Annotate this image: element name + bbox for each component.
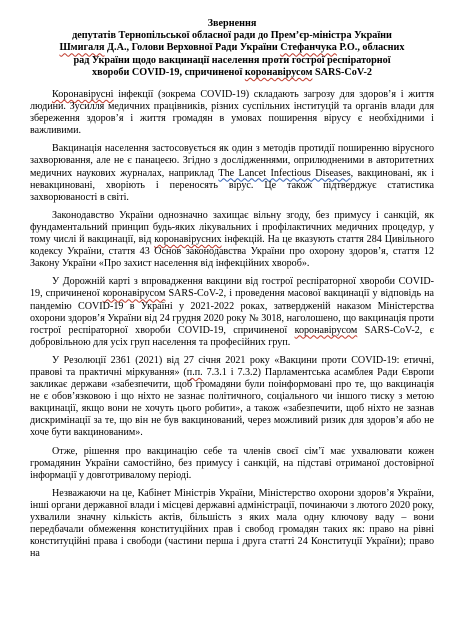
paragraph-3-text-b: інфекцій. На це вказують стаття 284 Цивільного кодексу України, стаття 43 Основ законодавства України про охорону здоров’я, стаття 12 Закону України «Про захист населення від інфекційних хвороб». (30, 234, 435, 270)
word-coronavirus-infections: Коронавірусні (52, 89, 114, 101)
word-coronavirus: коронавірусних (154, 234, 222, 246)
paragraph-2-text-b: , вакциновані, як і невакциновані, хворіють і переносять вірус. Це також підтверджує статистика захворюваності в світі. (30, 167, 434, 203)
document-body (30, 89, 434, 560)
paragraph-4 (30, 276, 434, 349)
paragraph-5-text-a: У Резолюції 2361 (2021) від 27 січня 2021 року «Вакцини проти COVID-19: етичні, правові та практичні міркування» ( (30, 354, 434, 378)
paragraph-2-text-a: Вакцинація населення застосовується як один з методів протидії поширенню вірусного захворювання, але не є панацеєю. Згідно з дослідженнями, оприлюдненими в авторитетних медичних наукових журналах, наприклад (30, 143, 434, 179)
paragraph-1-text: інфекції (зокрема COVID-19) складають загрозу для здоров’я і життя людини. Зусилля медичних працівників, різних суспільних інституцій та органів влади для збереження здоров’я і життя громадян в умовах поширення вірусу є необхідними і важливими. (30, 89, 434, 137)
paragraph-2 (30, 143, 434, 203)
paragraph-3 (30, 210, 434, 270)
paragraph-4-text-c: SARS-CoV-2, є добровільною для усіх груп населення та професійних груп. (30, 324, 434, 348)
document-title: Звернення (207, 18, 257, 29)
paragraph-5-text-b: 7.3.1 і 7.3.2) Парламентська асамблея Ради Європи закликає держави «забезпечити, щоб громадяни були поінформовані про те, що вакцинація не є обов’язковою і що ніхто не зазнає політичного, соціального чи іншого тиску з метою вакцинації, якщо вони не хочуть цього робити», а також «забезпечити, щоб ніхто не зазнав дискримінації за те, що він не був вакцинований, через можливий ризик для здоров’я або не хоче бути вакцинованим». (30, 366, 434, 439)
heading-line-4 (30, 67, 434, 79)
word-coronavirus: коронавірусом (102, 288, 166, 300)
heading-line-2-end: Р.О., обласних (336, 42, 405, 54)
paragraph-4-text-a: У Дорожній карті з впровадження вакцини від гострої респіраторної хвороби COVID-19, спричиненої (30, 276, 434, 300)
heading-line-4-end: SARS-CoV-2 (312, 66, 372, 78)
journal-name: The Lancet Infectious Diseases (218, 167, 351, 179)
heading-line-2 (30, 42, 434, 54)
heading-shmyhal: Шмигаля (59, 42, 105, 54)
paragraph-4-text-b: SARS-CoV-2, і проведення масової вакцинації у відповідь на пандемію COVID-19 в Україні у 2021-2022 роках, затвердженій наказом Міністерства охорони здоров’я України від 24 грудня 2020 року № 3018, наголошено, що вакцинація проти гострої респіраторної хвороби COVID-19, спричиненої (30, 288, 435, 336)
paragraph-7: Незважаючи на це, Кабінет Міністрів України, Міністерство охорони здоров’я України, інші органи державної влади і місцеві державні адміністрації, починаючи з лютого 2020 року, ухвалили значну кількість актів, більшість з яких мала одну ключову ваду – вони передбачали обмеження конституційних прав і свобод громадян таких як: право на рівні конституційні права і свободи (частини перша і друга статті 24 Конституції України); право на (30, 487, 434, 560)
paragraph-3-text-a: Законодавство України однозначно захищає вільну згоду, без примусу і санкцій, як фундаментальний принцип будь-яких лікувальних і профілактичних медичних процедур, у тому числі й вакцинації, від (30, 209, 434, 246)
word-pp: п.п. (186, 366, 203, 378)
heading-line-4-start: хвороби COVID-19, спричиненої (92, 66, 245, 78)
word-coronavirus: коронавірусом (294, 324, 358, 336)
heading-line-3: рад України щодо вакцинації населення проти гострої респіраторної (73, 54, 391, 66)
heading-line-1: депутатів Тернопільської обласної ради до Прем’єр-міністра України (72, 30, 392, 42)
heading-line-2-middle: Д.А., Голови Верховної Ради України (104, 42, 281, 54)
paragraph-6: Отже, рішення про вакцинацію себе та членів своєї сім’ї має ухвалювати кожен громадянин України самостійно, без примусу і санкцій, на підставі отриманої достовірної інформації у довготривалому періоді. (30, 445, 434, 481)
heading-coronavirus: коронавірусом (244, 66, 313, 78)
paragraph-5 (30, 355, 434, 440)
document-heading (30, 18, 434, 79)
paragraph-1 (30, 89, 434, 137)
heading-stefanchuk: Стефанчука (280, 42, 337, 54)
